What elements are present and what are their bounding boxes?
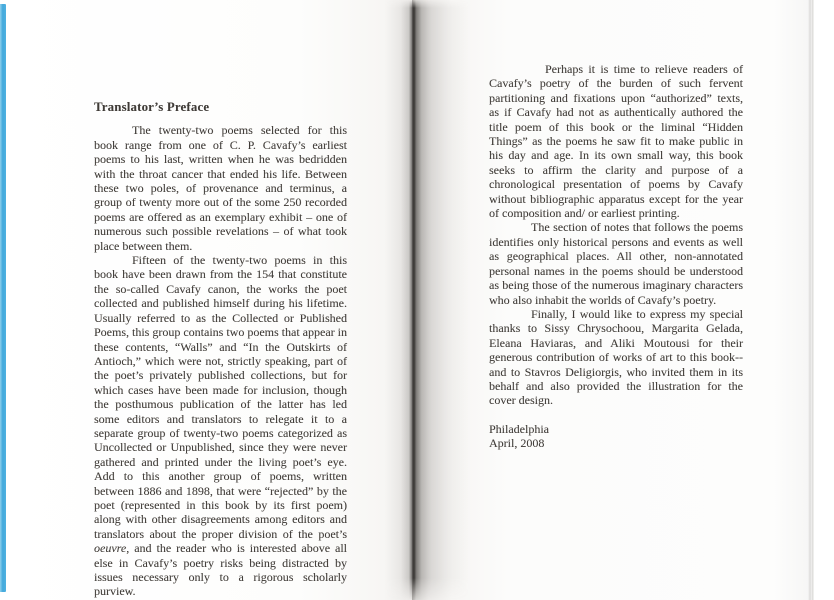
preface-paragraph-3: Perhaps it is time to relieve readers of Cavafy’s poetry of the burden of such fervent partitioning and fixations upon “authorized” texts, as if Cavafy had not as authentically authored the title poem of this book or the liminal “Hidden Things” as the poems he saw fit to make public in his day and age. In its own small way, this book seeks to affirm the clarity and purpose of a chronological presentation of poems by Cavafy without bibliographic apparatus except for the year of composition and/ or earliest printing. [489, 62, 743, 221]
preface-paragraph-1: The twenty-two poems selected for this book range from one of C. P. Cavafy’s earliest poems to his last, written when he was bedridden with the throat cancer that ended his life. Between these two poles, of provenance and terminus, a group of twenty more out of the some 250 recorded poems are offered as an exemplary exhibit – one of numerous such possible revelations – of what took place between them. [94, 123, 347, 253]
preface-heading: Translator’s Preface [94, 100, 210, 114]
left-page [6, 0, 412, 600]
italic-term-oeuvre: oeuvre [94, 541, 127, 556]
signature-date: April, 2008 [489, 436, 545, 451]
preface-paragraph-5: Finally, I would like to express my special thanks to Sissy Chrysochoou, Margarita Gelada, Eleana Haviaras, and Aliki Moutousi for their generous contribution of works of art to this book-- and to Stavros Deligiorgis, who invited them in its behalf and also provided the illustration for the cover design. [489, 306, 743, 408]
preface-paragraph-2-text-b: , and the reader who is interested above all else in Cavafy’s poetry risks being distracted by issues necessary only to a rigorous scholarly purview. [94, 541, 347, 599]
left-page-text [94, 100, 347, 599]
preface-paragraph-2-text-a: Fifteen of the twenty-two poems in this book have been drawn from the 154 that constitute the so-called Cavafy canon, the works the poet collected and published himself during his lifetime. Usually referred to as the Collected or Published Poems, this group contains two poems that appear in these contents, “Walls” and “In the Outskirts of Antioch,” which were not, strictly speaking, part of the poet’s privately published collections, but for which cases have been made for inclusion, though the posthumous publication of the latter has led some editors and translators to relegate it to a separate group of twenty-two poems categorized as Uncollected or Unpublished, since they were never gathered and printed under the living poet’s eye. Add to this another group of poems, written between 1886 and 1898, that were “rejected” by the poet (represented in this book by its first poem) along with other disagreements among editors and translators about the proper division of the poet’s [94, 253, 347, 541]
preface-paragraph-2 [94, 253, 347, 599]
right-page-text [489, 62, 743, 451]
right-page [412, 0, 814, 600]
preface-paragraph-4: The section of notes that follows the poems identifies only historical persons and events as well as geographical places. All other, non-annotated personal names in the poems should be understood as being those of the numerous imaginary characters who also inhabit the worlds of Cavafy’s poetry. [489, 220, 743, 307]
page-edge-line [808, 0, 814, 600]
gutter-shadow [385, 0, 470, 600]
signature-place: Philadelphia [489, 421, 549, 436]
signature-block [489, 422, 743, 451]
